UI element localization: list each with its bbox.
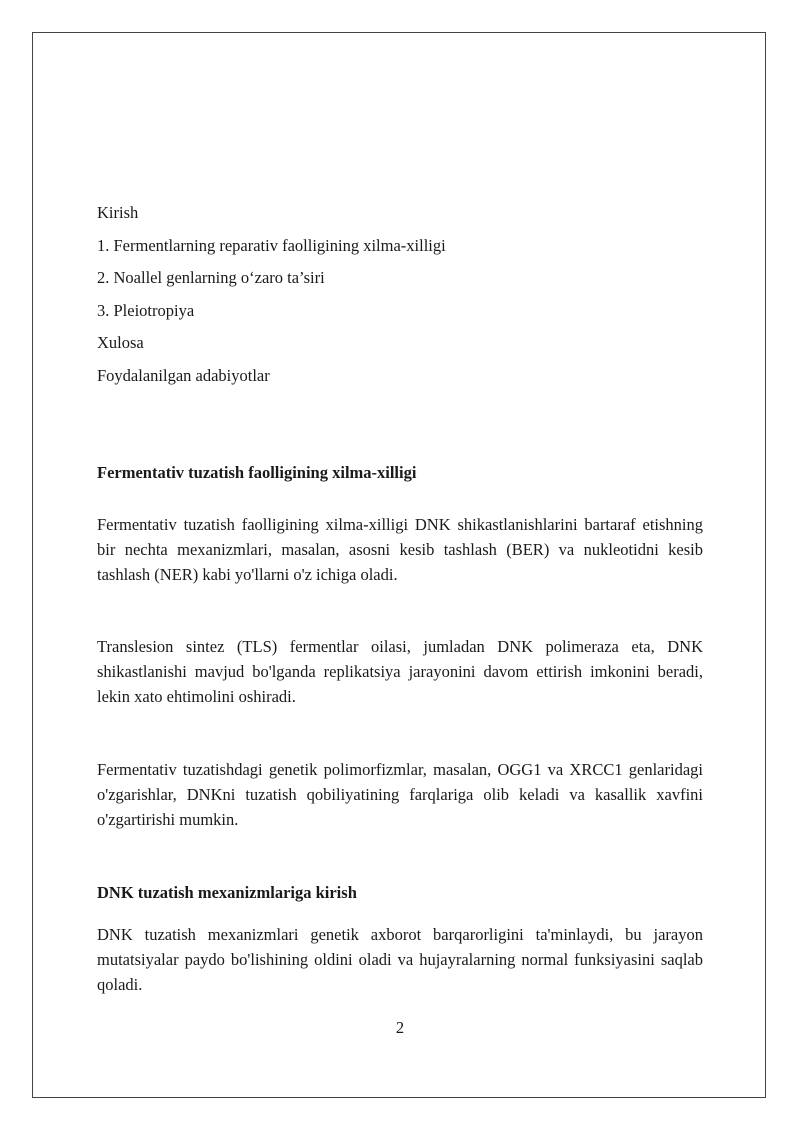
page-number: 2	[395, 1018, 405, 1037]
section-heading-enzymatic-repair: Fermentativ tuzatish faolligining xilma-xilligi	[97, 463, 417, 482]
toc-item-2: 2. Noallel genlarning o‘zaro ta’siri	[97, 268, 325, 288]
table-of-contents	[97, 200, 703, 396]
paragraph-4: DNK tuzatish mexanizmlari genetik axborot barqarorligini ta'minlaydi, bu jarayon mutatsiyalar paydo bo'lishining oldini oladi va hujayralarning normal funksiyasini saqlab qoladi.	[97, 925, 703, 994]
paragraph-2: Translesion sintez (TLS) fermentlar oilasi, jumladan DNK polimeraza eta, DNK shikastlanishi mavjud bo'lganda replikatsiya jarayonini davom ettirish imkonini beradi, lekin xato ehtimolini oshiradi.	[97, 637, 703, 706]
paragraph-1: Fermentativ tuzatish faolligining xilma-xilligi DNK shikastlanishlarini bartaraf etishning bir nechta mexanizmlari, masalan, asosni kesib tashlash (BER) va nukleotidni kesib tashlash (NER) kabi yo'llarni o'z ichiga oladi.	[97, 515, 703, 584]
toc-item-1: 1. Fermentlarning reparativ faolligining xilma-xilligi	[97, 235, 446, 255]
toc-item-3: 3. Pleiotropiya	[97, 300, 195, 320]
toc-item-references: Foydalanilgan adabiyotlar	[97, 365, 270, 385]
paragraph-3: Fermentativ tuzatishdagi genetik polimorfizmlar, masalan, OGG1 va XRCC1 genlaridagi o'zgarishlar, DNKni tuzatish qobiliyatining farqlariga olib keladi va kasallik xavfini o'zgartirishi mumkin.	[97, 760, 703, 829]
toc-item-introduction: Kirish	[97, 203, 139, 222]
toc-item-conclusion: Xulosa	[97, 333, 144, 353]
section-heading-dna-repair-intro: DNK tuzatish mexanizmlariga kirish	[97, 883, 357, 902]
